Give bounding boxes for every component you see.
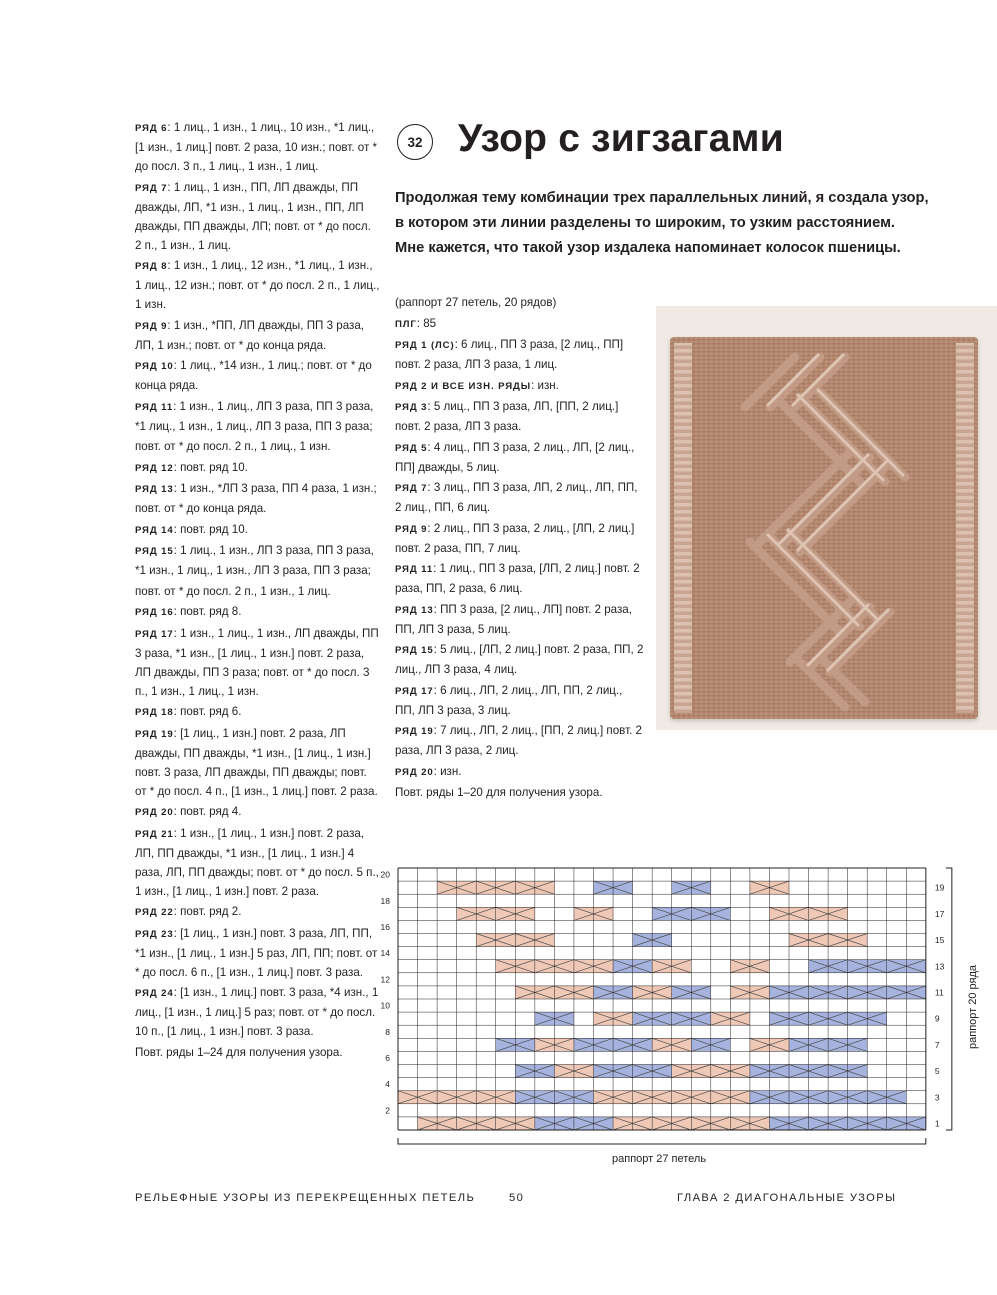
row-label: РЯД 16 xyxy=(135,607,174,618)
row-text: Повт. ряды 1–24 для получения узора. xyxy=(135,1045,343,1059)
chart-row-number: 13 xyxy=(934,961,945,972)
row-label: РЯД 11 xyxy=(135,401,174,413)
row-text: : 5 лиц., [ЛП, 2 лиц.] повт. 2 раза, ПП, 2 лиц., ЛП 3 раза, 4 лиц. xyxy=(395,643,644,676)
chart-row-number: 9 xyxy=(934,1013,940,1024)
chart-row-number: 4 xyxy=(385,1079,390,1090)
row-label: РЯД 1 (ЛС) xyxy=(395,340,455,351)
row-text: : ПП 3 раза, [2 лиц., ЛП] повт. 2 раза, ПП, ЛП 3 раза, 5 лиц. xyxy=(395,602,632,636)
row-label: РЯД 21 xyxy=(135,828,174,840)
chart-row-number: 20 xyxy=(380,869,390,880)
row-label: РЯД 17 xyxy=(395,685,434,697)
page-number: 50 xyxy=(509,1192,525,1204)
row-label: РЯД 20 xyxy=(135,807,174,818)
chart-row-number: 12 xyxy=(380,974,390,985)
row-text: : 1 изн., 1 лиц., 1 изн., ЛП дважды, ПП 3 раза, *1 изн., [1 лиц., 1 изн.] повт. 2 раза, ЛП дважды, ПП 3 раза; повт. от * до посл. 3 п., 1 изн., 1 лиц., 1 изн. xyxy=(135,626,379,698)
row-text: повт. от * до посл. 2 п., 1 лиц., 1 изн. xyxy=(135,440,331,453)
chart-row-number: 15 xyxy=(934,935,945,946)
row-label: РЯД 22 xyxy=(135,907,174,918)
row-text: : 4 лиц., ПП 3 раза, 2 лиц., ЛП, [2 лиц., ПП] дважды, 5 лиц. xyxy=(395,440,635,474)
row-text: : [1 лиц., 1 изн.] повт. 2 раза, ЛП дважды, ПП дважды, *1 изн., [1 лиц., 1 изн.] повт. 3 раза, ЛП дважды, ПП дважды; повт. от * до посл. 4 п., [1 изн., 1 лиц.] повт. 2 раза. xyxy=(135,726,378,798)
row-label: РЯД 14 xyxy=(135,524,174,536)
row-text: : изн. xyxy=(531,378,559,392)
row-label: РЯД 18 xyxy=(135,707,174,718)
chart-stitch-repeat-label: раппорт 27 петель xyxy=(612,1153,707,1165)
row-label: РЯД 24 xyxy=(135,988,174,999)
row-text: : 1 лиц., 1 изн., ПП, ЛП дважды, ПП дважды, ЛП, *1 изн., 1 лиц., 1 изн., ПП, ЛП дважды, ПП дважды, ЛП; повт. от * до посл. 2 п., 1 изн., 1 лиц. xyxy=(135,180,371,252)
row-label: РЯД 2 И ВСЕ ИЗН. РЯДЫ xyxy=(395,380,532,392)
row-text: : 1 изн., 1 лиц., ЛП 3 раза, ПП 3 раза, *1 лиц., 1 изн., 1 лиц., ЛП 3 раза, ПП 3 раза; xyxy=(135,399,374,433)
row-text: : 1 лиц., *14 изн., 1 лиц.; повт. от * до конца ряда. xyxy=(135,359,372,392)
row-label: РЯД 5 xyxy=(395,442,428,454)
row-label: РЯД 15 xyxy=(395,645,434,656)
row-text: : изн. xyxy=(433,764,462,778)
chart-row-number: 3 xyxy=(934,1092,940,1103)
footer-book-title: РЕЛЬЕФНЫЕ УЗОРЫ ИЗ ПЕРЕКРЕЩЕННЫХ ПЕТЕЛЬ xyxy=(135,1192,476,1204)
row-label: РЯД 9 xyxy=(395,523,428,535)
row-label: РЯД 7 xyxy=(135,182,168,194)
row-label: РЯД 20 xyxy=(395,766,434,778)
intro-line: Продолжая тему комбинации трех параллельных линий, я создала узор, xyxy=(395,190,929,206)
row-text: : 7 лиц., ЛП, 2 лиц., [ПП, 2 лиц.] повт. 2 раза, ЛП 3 раза, 2 лиц. xyxy=(395,724,642,757)
row-text: (раппорт 27 петель, 20 рядов) xyxy=(395,296,557,309)
chart-row-number: 6 xyxy=(385,1052,390,1063)
row-text: : 3 лиц., ПП 3 раза, ЛП, 2 лиц., ЛП, ПП, 2 лиц., ПП, 6 лиц. xyxy=(395,481,638,514)
row-text: : 1 лиц., 1 изн., ЛП 3 раза, ПП 3 раза, *1 изн., 1 лиц., 1 изн., ЛП 3 раза, ПП 3 раза; xyxy=(135,544,374,577)
row-text: : 85 xyxy=(416,316,437,330)
row-label: РЯД 19 xyxy=(135,728,174,740)
row-text: : 5 лиц., ПП 3 раза, ЛП, [ПП, 2 лиц.] повт. 2 раза, ЛП 3 раза. xyxy=(395,400,619,433)
chart-row-number: 17 xyxy=(934,908,945,919)
row-text: : 1 изн., *ПП, ЛП дважды, ПП 3 раза, ЛП, 1 изн.; повт. от * до конца ряда. xyxy=(135,318,365,352)
row-label: РЯД 11 xyxy=(395,564,434,575)
row-text: : [1 лиц., 1 изн.] повт. 3 раза, ЛП, ПП, *1 изн., [1 лиц., 1 изн.] 5 раз, ЛП, ПП; повт. от * до посл. 6 п., [1 изн., 1 лиц.] повт. 3 раза. xyxy=(135,926,378,979)
row-text: : повт. ряд 4. xyxy=(173,805,242,818)
stitch-repeat-bracket xyxy=(398,1138,926,1144)
row-label: РЯД 17 xyxy=(135,628,174,640)
chart-row-number: 2 xyxy=(385,1105,390,1116)
row-text: : повт. ряд 10. xyxy=(173,460,248,474)
row-label: РЯД 19 xyxy=(395,726,434,737)
row-label: РЯД 8 xyxy=(135,261,168,272)
row-label: РЯД 12 xyxy=(135,462,174,474)
chart-row-number: 19 xyxy=(934,882,945,893)
row-text: повт. от * до посл. 2 п., 1 изн., 1 лиц. xyxy=(135,584,331,598)
row-label: РЯД 13 xyxy=(395,604,434,616)
chart-row-number: 7 xyxy=(934,1039,940,1050)
page-title: Узор с зигзагами xyxy=(458,117,784,160)
row-text: Повт. ряды 1–20 для получения узора. xyxy=(395,786,603,799)
row-text: : 1 лиц., ПП 3 раза, [ЛП, 2 лиц.] повт. 2 раза, ПП, 2 раза, 6 лиц. xyxy=(395,562,640,595)
row-text: : [1 изн., 1 лиц.] повт. 3 раза, *4 изн., 1 лиц., [1 изн., 1 лиц.] 5 раз; повт. от * до посл. 10 п., [1 лиц., 1 изн.] повт. 3 раза. xyxy=(135,986,379,1038)
row-label: РЯД 7 xyxy=(395,483,428,494)
row-text: : повт. ряд 10. xyxy=(173,522,248,536)
intro-line: в котором эти линии разделены то широким, то узким расстоянием. xyxy=(395,215,896,231)
row-label: РЯД 9 xyxy=(135,320,168,332)
row-label: РЯД 23 xyxy=(135,928,174,940)
row-text: : 1 изн., *ЛП 3 раза, ПП 4 раза, 1 изн.; повт. от * до конца ряда. xyxy=(135,482,377,515)
chart-row-number: 14 xyxy=(380,948,390,959)
row-label: РЯД 6 xyxy=(135,123,168,134)
row-label: РЯД 3 xyxy=(395,402,428,413)
row-repeat-bracket xyxy=(946,868,952,1130)
row-text: : 6 лиц., ЛП, 2 лиц., ЛП, ПП, 2 лиц., ПП, ЛП 3 раза, 3 лиц. xyxy=(395,683,623,717)
row-text: : повт. ряд 2. xyxy=(173,905,242,918)
row-text: : 6 лиц., ПП 3 раза, [2 лиц., ПП] повт. 2 раза, ЛП 3 раза, 1 лиц. xyxy=(395,338,624,371)
chart-row-number: 11 xyxy=(934,987,944,998)
chart-row-number: 18 xyxy=(380,895,390,906)
row-label: РЯД 13 xyxy=(135,484,174,495)
row-text: : 1 изн., [1 лиц., 1 изн.] повт. 2 раза, ЛП, ПП дважды, *1 изн., [1 лиц., 1 изн.] 4 раза, ЛП, ПП дважды; повт. от * до посл. 5 п., 1 изн., [1 лиц., 1 изн.] повт. 2 раза. xyxy=(135,826,379,898)
chart-row-number: 5 xyxy=(934,1066,940,1077)
row-label: РЯД 15 xyxy=(135,546,174,557)
row-label: РЯД 10 xyxy=(135,361,174,372)
chart-row-number: 16 xyxy=(380,921,390,932)
chart-row-number: 10 xyxy=(380,1000,390,1011)
row-text: : 1 изн., 1 лиц., 12 изн., *1 лиц., 1 изн., 1 лиц., 12 изн.; повт. от * до посл. 2 п., 1 лиц., 1 изн. xyxy=(135,259,380,311)
row-text: : 1 лиц., 1 изн., 1 лиц., 10 изн., *1 лиц., [1 изн., 1 лиц.] повт. 2 раза, 10 изн.; повт. от * до посл. 3 п., 1 лиц., 1 изн., 1 лиц. xyxy=(135,121,378,173)
chart-row-number: 8 xyxy=(385,1026,390,1037)
footer-chapter: ГЛАВА 2 ДИАГОНАЛЬНЫЕ УЗОРЫ xyxy=(677,1192,897,1204)
chart-row-repeat-label: раппорт 20 ряда xyxy=(967,964,979,1049)
intro-line: Мне кажется, что такой узор издалека напоминает колосок пшеницы. xyxy=(395,240,901,256)
row-text: : повт. ряд 8. xyxy=(173,605,242,618)
chart-row-number: 1 xyxy=(934,1118,940,1129)
row-text: : 2 лиц., ПП 3 раза, 2 лиц., [ЛП, 2 лиц.] повт. 2 раза, ПП, 7 лиц. xyxy=(395,521,635,555)
row-label: ПЛГ xyxy=(395,318,417,330)
row-text: : повт. ряд 6. xyxy=(173,705,242,718)
pattern-number: 32 xyxy=(407,134,423,150)
